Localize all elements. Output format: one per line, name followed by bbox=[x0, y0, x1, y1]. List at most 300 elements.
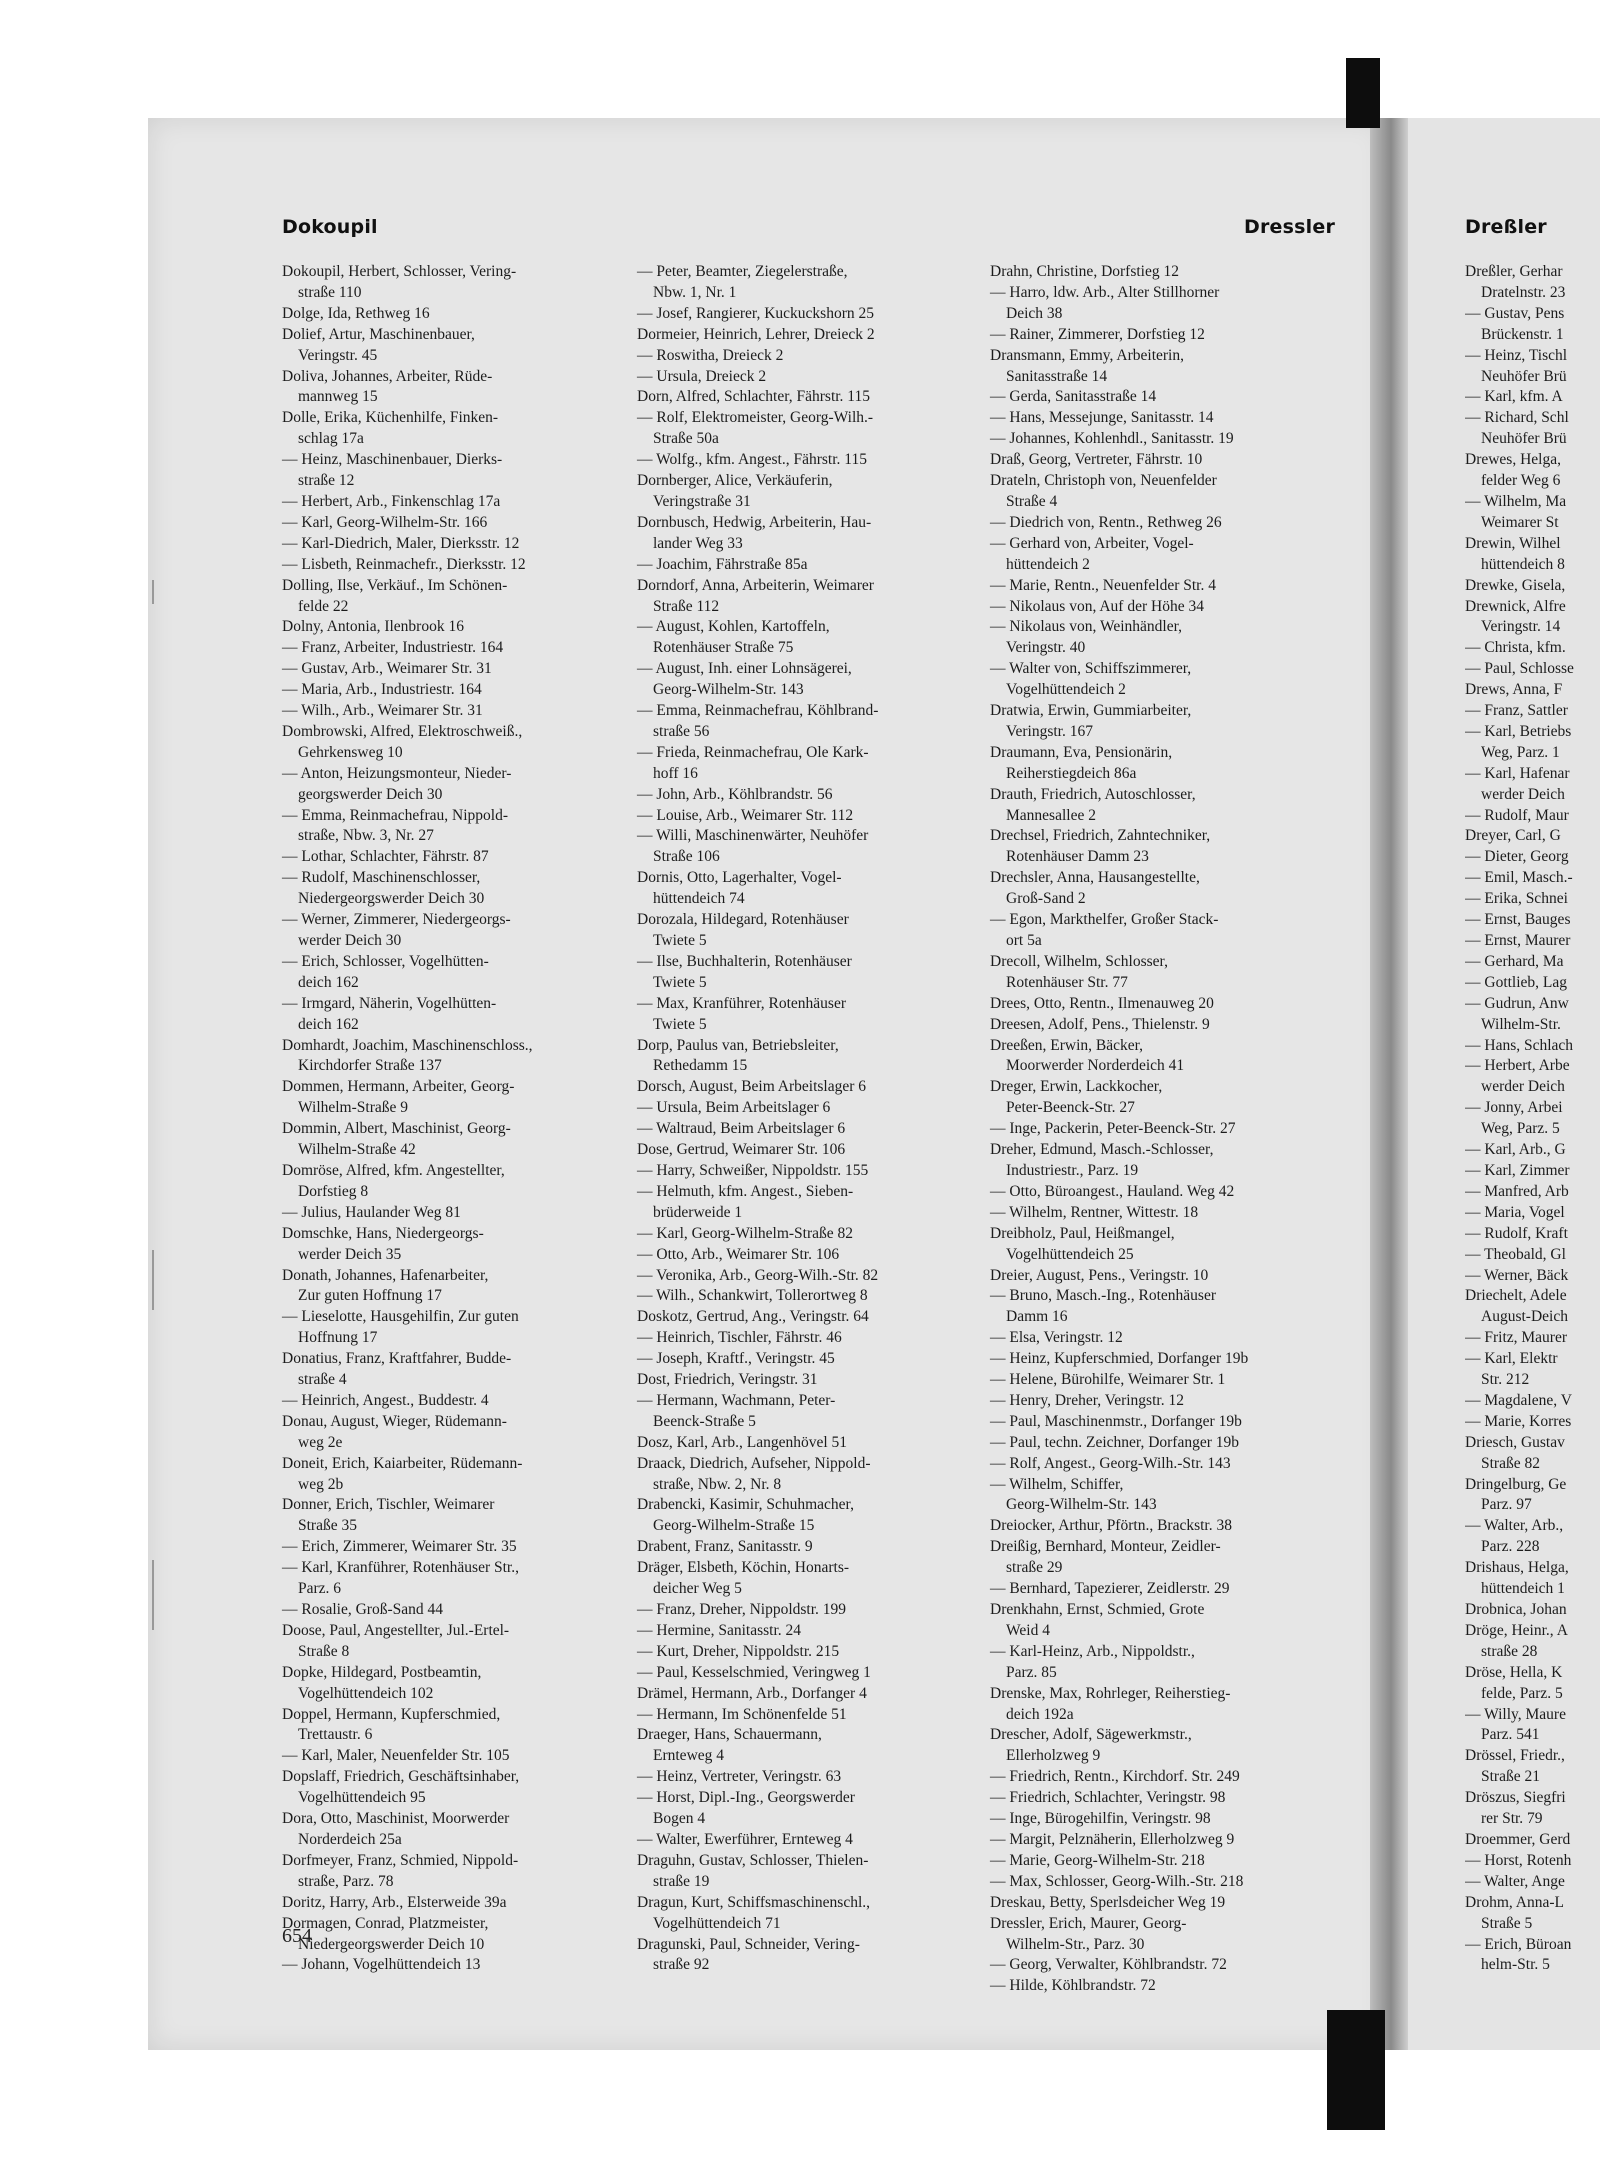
directory-entry-line: Drämel, Hermann, Arb., Dorfanger 4 bbox=[637, 1684, 867, 1702]
directory-entry-line: deich 162 bbox=[298, 973, 359, 991]
directory-entry-line: — Manfred, Arb bbox=[1465, 1182, 1569, 1200]
directory-entry-line: Domröse, Alfred, kfm. Angestellter, bbox=[282, 1161, 505, 1179]
directory-entry-line: — Karl, Betriebs bbox=[1465, 722, 1572, 740]
directory-entry-line: Hoffnung 17 bbox=[298, 1329, 378, 1347]
directory-entry-line: straße 56 bbox=[653, 722, 710, 740]
directory-entry-line: hüttendeich 1 bbox=[1481, 1580, 1565, 1598]
directory-entry-line: Parz. 97 bbox=[1481, 1496, 1532, 1514]
directory-entry-line: — Horst, Rotenh bbox=[1465, 1851, 1572, 1869]
directory-entry-line: — Karl, Zimmer bbox=[1465, 1161, 1570, 1179]
directory-entry-line: weg 2e bbox=[298, 1433, 343, 1451]
directory-entry-line: Straße 35 bbox=[298, 1517, 357, 1535]
directory-entry-line: — Karl, Georg-Wilhelm-Str. 166 bbox=[282, 513, 488, 531]
directory-entry-line: deicher Weg 5 bbox=[653, 1580, 742, 1598]
directory-entry-line: Neuhöfer Brü bbox=[1481, 430, 1567, 448]
directory-entry-line: — Helmuth, kfm. Angest., Sieben- bbox=[637, 1182, 854, 1200]
directory-entry-line: georgswerder Deich 30 bbox=[298, 785, 443, 803]
directory-entry-line: Straße 5 bbox=[1481, 1914, 1533, 1932]
directory-entry-line: — Johannes, Kohlenhdl., Sanitasstr. 19 bbox=[990, 430, 1234, 448]
directory-entry-line: Reiherstiegdeich 86a bbox=[1006, 764, 1137, 782]
directory-entry-line: — Marie, Rentn., Neuenfelder Str. 4 bbox=[990, 576, 1216, 594]
directory-entry-line: — Maria, Vogel bbox=[1465, 1203, 1565, 1221]
directory-entry-line: — Bernhard, Tapezierer, Zeidlerstr. 29 bbox=[990, 1580, 1230, 1598]
directory-entry-line: — Georg, Verwalter, Köhlbrandstr. 72 bbox=[990, 1956, 1227, 1974]
directory-entry-line: Nbw. 1, Nr. 1 bbox=[653, 283, 737, 301]
directory-entry-line: Dorndorf, Anna, Arbeiterin, Weimarer bbox=[637, 576, 874, 594]
directory-entry-line: — Rosalie, Groß-Sand 44 bbox=[282, 1601, 444, 1618]
directory-entry-line: Drewnick, Alfre bbox=[1465, 597, 1566, 615]
directory-entry-line: Dolge, Ida, Rethweg 16 bbox=[282, 304, 430, 322]
directory-entry-line: Vogelhüttendeich 102 bbox=[298, 1684, 434, 1702]
running-header-left: Dokoupil bbox=[282, 216, 378, 238]
directory-entry-line: — Rolf, Angest., Georg-Wilh.-Str. 143 bbox=[990, 1454, 1231, 1472]
directory-entry-line: Dorfmeyer, Franz, Schmied, Nippold- bbox=[282, 1851, 519, 1869]
directory-entry-line: Dreiocker, Arthur, Pförtn., Brackstr. 38 bbox=[990, 1517, 1232, 1535]
margin-mark bbox=[152, 1250, 154, 1310]
directory-entry-line: Dratelnstr. 23 bbox=[1481, 283, 1566, 301]
directory-entry-line: hüttendeich 74 bbox=[653, 890, 745, 908]
directory-entry-line: Dolling, Ilse, Verkäuf., Im Schönen- bbox=[282, 576, 508, 594]
directory-entry-line: Weg, Parz. 1 bbox=[1481, 743, 1560, 761]
directory-entry-line: Donatius, Franz, Kraftfahrer, Budde- bbox=[282, 1350, 512, 1368]
directory-entry-line: Twiete 5 bbox=[653, 1015, 707, 1033]
directory-entry-line: Parz. 85 bbox=[1006, 1663, 1057, 1681]
directory-entry-line: Straße 4 bbox=[1006, 492, 1058, 510]
directory-entry-line: straße, Nbw. 3, Nr. 27 bbox=[298, 827, 434, 845]
directory-entry-line: Dombrowski, Alfred, Elektroschweiß., bbox=[282, 722, 523, 740]
directory-entry-line: — Karl, Arb., G bbox=[1465, 1141, 1566, 1159]
directory-entry-line: Doritz, Harry, Arb., Elsterweide 39a bbox=[282, 1893, 507, 1911]
directory-entry-line: deich 192a bbox=[1006, 1705, 1074, 1723]
directory-entry-line: Groß-Sand 2 bbox=[1006, 890, 1086, 908]
directory-entry-line: Drauth, Friedrich, Autoschlosser, bbox=[990, 785, 1196, 803]
directory-entry-line: — Marie, Georg-Wilhelm-Str. 218 bbox=[990, 1851, 1205, 1869]
directory-entry-line: Vogelhüttendeich 71 bbox=[653, 1914, 781, 1932]
directory-entry-line: — Karl, Kranführer, Rotenhäuser Str., bbox=[282, 1559, 519, 1577]
directory-entry-line: — Franz, Arbeiter, Industriestr. 164 bbox=[282, 639, 504, 657]
directory-entry-line: — Walter, Ange bbox=[1465, 1872, 1565, 1890]
directory-entry-line: — Karl, kfm. A bbox=[1465, 388, 1563, 406]
directory-entry-line: Dressler, Erich, Maurer, Georg- bbox=[990, 1914, 1187, 1932]
directory-entry-line: Doppel, Hermann, Kupferschmied, bbox=[282, 1705, 501, 1723]
directory-entry-line: Dolny, Antonia, Ilenbrook 16 bbox=[282, 618, 464, 636]
directory-entry-line: Driesch, Gustav bbox=[1465, 1433, 1565, 1451]
directory-entry-line: Dreher, Edmund, Masch.-Schlosser, bbox=[990, 1141, 1214, 1159]
directory-entry-line: Georg-Wilhelm-Str. 143 bbox=[653, 681, 804, 699]
directory-entry-line: Domhardt, Joachim, Maschinenschloss., bbox=[282, 1036, 533, 1054]
directory-entry-line: — Veronika, Arb., Georg-Wilh.-Str. 82 bbox=[637, 1266, 879, 1284]
directory-entry-line: Dora, Otto, Maschinist, Moorwerder bbox=[282, 1810, 510, 1828]
directory-entry-line: — Franz, Dreher, Nippoldstr. 199 bbox=[637, 1601, 847, 1618]
directory-entry-line: Dorn, Alfred, Schlachter, Fährstr. 115 bbox=[637, 388, 870, 406]
directory-entry-line: — Heinrich, Angest., Buddestr. 4 bbox=[282, 1391, 489, 1409]
directory-entry-line: Drescher, Adolf, Sägewerkmstr., bbox=[990, 1726, 1192, 1744]
margin-mark bbox=[152, 580, 154, 604]
directory-entry-line: Dommin, Albert, Maschinist, Georg- bbox=[282, 1120, 511, 1138]
directory-entry-line: Ellerholzweg 9 bbox=[1006, 1747, 1101, 1765]
directory-entry-line: — Karl, Georg-Wilhelm-Straße 82 bbox=[637, 1224, 854, 1242]
directory-entry-line: Twiete 5 bbox=[653, 932, 707, 949]
directory-entry-line: Veringstr. 167 bbox=[1006, 722, 1093, 740]
directory-entry-line: Drössel, Friedr., bbox=[1465, 1747, 1565, 1765]
directory-entry-line: Drechsler, Anna, Hausangestellte, bbox=[990, 869, 1200, 887]
directory-entry-line: — Gustav, Pens bbox=[1465, 304, 1565, 322]
page-number: 654 bbox=[282, 1925, 312, 1947]
directory-entry-line: Donner, Erich, Tischler, Weimarer bbox=[282, 1496, 495, 1514]
directory-entry-line: — Richard, Schl bbox=[1465, 409, 1569, 427]
directory-entry-line: Dreißig, Bernhard, Monteur, Zeidler- bbox=[990, 1538, 1221, 1556]
directory-entry-line: Drahn, Christine, Dorfstieg 12 bbox=[990, 263, 1179, 280]
directory-entry-line: — Gerda, Sanitasstraße 14 bbox=[990, 388, 1157, 406]
directory-entry-line: — Ernst, Maurer bbox=[1465, 932, 1571, 949]
directory-entry-line: Doneit, Erich, Kaiarbeiter, Rüdemann- bbox=[282, 1454, 523, 1472]
directory-entry-line: Drenkhahn, Ernst, Schmied, Grote bbox=[990, 1601, 1205, 1618]
directory-entry-line: — Frieda, Reinmachefrau, Ole Kark- bbox=[637, 743, 869, 761]
directory-entry-line: — Walter, Arb., bbox=[1465, 1517, 1564, 1535]
directory-entry-line: — Karl, Maler, Neuenfelder Str. 105 bbox=[282, 1747, 510, 1765]
directory-entry-line: Dröge, Heinr., A bbox=[1465, 1621, 1568, 1639]
directory-entry-line: — Ernst, Bauges bbox=[1465, 911, 1571, 929]
directory-entry-line: Rotenhäuser Straße 75 bbox=[653, 639, 794, 657]
directory-entry-line: — Egon, Markthelfer, Großer Stack- bbox=[990, 911, 1219, 929]
directory-entry-line: — Otto, Arb., Weimarer Str. 106 bbox=[637, 1245, 840, 1263]
directory-entry-line: Dreger, Erwin, Lackkocher, bbox=[990, 1078, 1163, 1096]
directory-entry-line: — Paul, techn. Zeichner, Dorfanger 19b bbox=[990, 1433, 1240, 1451]
directory-entry-line: hüttendeich 8 bbox=[1481, 555, 1565, 573]
directory-entry-line: Peter-Beenck-Str. 27 bbox=[1006, 1099, 1135, 1117]
directory-entry-line: — Emil, Masch.- bbox=[1465, 869, 1573, 887]
directory-entry-line: Dorp, Paulus van, Betriebsleiter, bbox=[637, 1036, 839, 1054]
directory-entry-line: Wilhelm-Str. bbox=[1481, 1015, 1561, 1033]
directory-column-1 bbox=[282, 262, 624, 1976]
directory-entry-line: — Max, Schlosser, Georg-Wilh.-Str. 218 bbox=[990, 1872, 1244, 1890]
directory-entry-line: — Gudrun, Anw bbox=[1465, 994, 1569, 1012]
directory-entry-line: Georg-Wilhelm-Straße 15 bbox=[653, 1517, 815, 1535]
directory-entry-line: straße, Parz. 78 bbox=[298, 1872, 394, 1890]
directory-entry-line: straße 28 bbox=[1481, 1642, 1538, 1660]
directory-entry-line: — Max, Kranführer, Rotenhäuser bbox=[637, 994, 846, 1012]
directory-entry-line: — Rolf, Elektromeister, Georg-Wilh.- bbox=[637, 409, 874, 427]
directory-entry-line: hüttendeich 2 bbox=[1006, 555, 1090, 573]
directory-entry-line: — Ursula, Dreieck 2 bbox=[637, 367, 767, 385]
directory-entry-line: Dormeier, Heinrich, Lehrer, Dreieck 2 bbox=[637, 325, 875, 343]
directory-column-2 bbox=[637, 262, 967, 1976]
directory-entry-line: Twiete 5 bbox=[653, 973, 707, 991]
directory-entry-line: — Gustav, Arb., Weimarer Str. 31 bbox=[282, 660, 492, 678]
directory-entry-line: Industriestr., Parz. 19 bbox=[1006, 1161, 1139, 1179]
directory-entry-line: — Magdalene, V bbox=[1465, 1391, 1572, 1409]
directory-entry-line: — Julius, Haulander Weg 81 bbox=[282, 1203, 461, 1221]
directory-entry-line: Dratwia, Erwin, Gummiarbeiter, bbox=[990, 702, 1192, 720]
directory-entry-line: — Wilhelm, Schiffer, bbox=[990, 1475, 1124, 1493]
directory-entry-line: Dragunski, Paul, Schneider, Vering- bbox=[637, 1935, 860, 1953]
running-header-next-page: Dreßler bbox=[1465, 216, 1547, 238]
directory-entry-line: Dragun, Kurt, Schiffsmaschinenschl., bbox=[637, 1893, 871, 1911]
directory-entry-line: Wilhelm-Straße 42 bbox=[298, 1141, 416, 1159]
directory-entry-line: — Bruno, Masch.-Ing., Rotenhäuser bbox=[990, 1287, 1216, 1305]
directory-entry-line: Dose, Gertrud, Weimarer Str. 106 bbox=[637, 1141, 846, 1159]
directory-entry-line: — Herbert, Arb., Finkenschlag 17a bbox=[282, 492, 501, 510]
directory-entry-line: felde, Parz. 5 bbox=[1481, 1684, 1563, 1702]
directory-entry-line: Veringstr. 45 bbox=[298, 346, 378, 364]
directory-entry-line: — Paul, Schlosse bbox=[1465, 660, 1574, 678]
directory-entry-line: Dolle, Erika, Küchenhilfe, Finken- bbox=[282, 409, 499, 427]
directory-entry-line: Niedergeorgswerder Deich 30 bbox=[298, 890, 485, 908]
directory-entry-line: — Waltraud, Beim Arbeitslager 6 bbox=[637, 1120, 846, 1138]
directory-entry-line: straße 12 bbox=[298, 472, 355, 490]
directory-entry-line: Drewes, Helga, bbox=[1465, 451, 1561, 469]
directory-entry-line: Ernteweg 4 bbox=[653, 1747, 725, 1765]
directory-entry-line: — Heinz, Kupferschmied, Dorfanger 19b bbox=[990, 1350, 1249, 1368]
directory-entry-line: — Friedrich, Schlachter, Veringstr. 98 bbox=[990, 1789, 1226, 1807]
directory-entry-line: Drews, Anna, F bbox=[1465, 681, 1563, 699]
directory-entry-line: Straße 112 bbox=[653, 597, 720, 615]
directory-entry-line: — Johann, Vogelhüttendeich 13 bbox=[282, 1956, 481, 1974]
directory-entry-line: Sanitasstraße 14 bbox=[1006, 367, 1108, 385]
directory-entry-line: — Irmgard, Näherin, Vogelhütten- bbox=[282, 994, 497, 1012]
directory-entry-line: — Otto, Büroangest., Hauland. Weg 42 bbox=[990, 1182, 1235, 1200]
directory-entry-line: Dorozala, Hildegard, Rotenhäuser bbox=[637, 911, 849, 929]
directory-entry-line: Dräger, Elsbeth, Köchin, Honarts- bbox=[637, 1559, 850, 1577]
directory-entry-line: — Emma, Reinmachefrau, Nippold- bbox=[282, 806, 508, 824]
directory-entry-line: Niedergeorgswerder Deich 10 bbox=[298, 1935, 485, 1953]
directory-entry-line: straße 19 bbox=[653, 1872, 710, 1890]
directory-entry-line: Draß, Georg, Vertreter, Fährstr. 10 bbox=[990, 451, 1203, 469]
directory-entry-line: Drishaus, Helga, bbox=[1465, 1559, 1569, 1577]
directory-entry-line: — Franz, Sattler bbox=[1465, 702, 1568, 720]
directory-entry-line: — Helene, Bürohilfe, Weimarer Str. 1 bbox=[990, 1371, 1226, 1389]
directory-entry-line: Vogelhüttendeich 2 bbox=[1006, 681, 1126, 699]
directory-entry-line: ort 5a bbox=[1006, 932, 1042, 949]
directory-entry-line: Draeger, Hans, Schauermann, bbox=[637, 1726, 822, 1744]
directory-entry-line: Drees, Otto, Rentn., Ilmenauweg 20 bbox=[990, 994, 1214, 1012]
directory-entry-line: — Inge, Packerin, Peter-Beenck-Str. 27 bbox=[990, 1120, 1236, 1138]
directory-entry-line: — Wilh., Schankwirt, Tollerortweg 8 bbox=[637, 1287, 868, 1305]
directory-entry-line: — Werner, Zimmerer, Niedergeorgs- bbox=[282, 911, 511, 929]
directory-entry-line: — Erika, Schnei bbox=[1465, 890, 1568, 908]
directory-entry-line: — Joachim, Fährstraße 85a bbox=[637, 555, 808, 573]
directory-entry-line: Veringstr. 40 bbox=[1006, 639, 1086, 657]
directory-entry-line: weg 2b bbox=[298, 1475, 344, 1493]
directory-entry-line: August-Deich bbox=[1481, 1308, 1568, 1326]
directory-entry-line: — Harry, Schweißer, Nippoldstr. 155 bbox=[637, 1161, 869, 1179]
directory-entry-line: Dreibholz, Paul, Heißmangel, bbox=[990, 1224, 1175, 1242]
directory-entry-line: Dommen, Hermann, Arbeiter, Georg- bbox=[282, 1078, 515, 1096]
directory-entry-line: Str. 212 bbox=[1481, 1371, 1530, 1389]
directory-entry-line: — Peter, Beamter, Ziegelerstraße, bbox=[637, 263, 848, 280]
directory-entry-line: — Gottlieb, Lag bbox=[1465, 973, 1568, 991]
directory-entry-line: — Karl-Heinz, Arb., Nippoldstr., bbox=[990, 1642, 1195, 1660]
directory-entry-line: Rotenhäuser Damm 23 bbox=[1006, 848, 1149, 866]
directory-entry-line: — Rudolf, Maur bbox=[1465, 806, 1569, 824]
directory-entry-line: — Theobald, Gl bbox=[1465, 1245, 1566, 1263]
directory-entry-line: — Karl, Hafenar bbox=[1465, 764, 1570, 782]
directory-entry-line: Dormagen, Conrad, Platzmeister, bbox=[282, 1914, 489, 1932]
directory-entry-line: — Erich, Büroan bbox=[1465, 1935, 1572, 1953]
directory-entry-line: — Margit, Pelznäherin, Ellerholzweg 9 bbox=[990, 1830, 1235, 1848]
scan-border-top bbox=[1346, 58, 1380, 128]
directory-entry-line: Moorwerder Norderdeich 41 bbox=[1006, 1057, 1185, 1075]
directory-entry-line: Dopslaff, Friedrich, Geschäftsinhaber, bbox=[282, 1768, 520, 1786]
directory-entry-line: — Hans, Messejunge, Sanitasstr. 14 bbox=[990, 409, 1214, 427]
directory-entry-line: — Karl-Diedrich, Maler, Dierksstr. 12 bbox=[282, 534, 520, 552]
directory-entry-line: deich 162 bbox=[298, 1015, 359, 1033]
directory-entry-line: felder Weg 6 bbox=[1481, 472, 1561, 490]
directory-entry-line: Drechsel, Friedrich, Zahntechniker, bbox=[990, 827, 1211, 845]
directory-entry-line: — Marie, Korres bbox=[1465, 1412, 1572, 1430]
directory-entry-line: Parz. 541 bbox=[1481, 1726, 1540, 1744]
directory-entry-line: — Josef, Rangierer, Kuckuckshorn 25 bbox=[637, 304, 874, 322]
directory-entry-line: — Rudolf, Kraft bbox=[1465, 1224, 1568, 1242]
directory-entry-line: Beenck-Straße 5 bbox=[653, 1412, 756, 1430]
directory-entry-line: Drewin, Wilhel bbox=[1465, 534, 1561, 552]
directory-entry-line: Gehrkensweg 10 bbox=[298, 743, 403, 761]
directory-entry-line: werder Deich bbox=[1481, 785, 1565, 803]
directory-entry-line: Domschke, Hans, Niedergeorgs- bbox=[282, 1224, 484, 1242]
directory-entry-line: rer Str. 79 bbox=[1481, 1810, 1543, 1828]
directory-entry-line: — Christa, kfm. bbox=[1465, 639, 1566, 657]
directory-entry-line: — Hans, Schlach bbox=[1465, 1036, 1574, 1054]
directory-entry-line: — Wilhelm, Ma bbox=[1465, 492, 1567, 510]
directory-entry-line: Doliva, Johannes, Arbeiter, Rüde- bbox=[282, 367, 493, 385]
scan-border-bottom bbox=[1327, 2010, 1385, 2130]
directory-entry-line: — Diedrich von, Rentn., Rethweg 26 bbox=[990, 513, 1222, 531]
directory-entry-line: Dreskau, Betty, Sperlsdeicher Weg 19 bbox=[990, 1893, 1226, 1911]
directory-entry-line: werder Deich 30 bbox=[298, 932, 402, 949]
directory-entry-line: Deich 38 bbox=[1006, 304, 1063, 322]
directory-entry-line: — Wolfg., kfm. Angest., Fährstr. 115 bbox=[637, 451, 867, 469]
directory-entry-line: — Heinz, Maschinenbauer, Dierks- bbox=[282, 451, 503, 469]
directory-entry-line: — Heinz, Vertreter, Veringstr. 63 bbox=[637, 1768, 842, 1786]
directory-entry-line: — Ursula, Beim Arbeitslager 6 bbox=[637, 1099, 831, 1117]
directory-entry-line: Drobnica, Johan bbox=[1465, 1601, 1567, 1618]
directory-entry-line: Norderdeich 25a bbox=[298, 1830, 402, 1848]
directory-entry-line: — Erich, Zimmerer, Weimarer Str. 35 bbox=[282, 1538, 517, 1556]
directory-entry-line: — Paul, Kesselschmied, Veringweg 1 bbox=[637, 1663, 871, 1681]
directory-entry-line: Droemmer, Gerd bbox=[1465, 1830, 1571, 1848]
directory-entry-line: schlag 17a bbox=[298, 430, 364, 448]
directory-entry-line: — Erich, Schlosser, Vogelhütten- bbox=[282, 952, 489, 970]
book-gutter bbox=[1370, 118, 1408, 2050]
directory-entry-line: Rethedamm 15 bbox=[653, 1057, 748, 1075]
directory-entry-line: Trettaustr. 6 bbox=[298, 1726, 373, 1744]
directory-entry-line: Weid 4 bbox=[1006, 1621, 1050, 1639]
directory-entry-line: Dornbusch, Hedwig, Arbeiterin, Hau- bbox=[637, 513, 872, 531]
directory-entry-line: Straße 21 bbox=[1481, 1768, 1540, 1786]
directory-entry-line: Drabent, Franz, Sanitasstr. 9 bbox=[637, 1538, 813, 1556]
directory-entry-line: Kirchdorfer Straße 137 bbox=[298, 1057, 442, 1075]
directory-entry-line: Dreesen, Adolf, Pens., Thielenstr. 9 bbox=[990, 1015, 1210, 1033]
directory-entry-line: — Heinrich, Tischler, Fährstr. 46 bbox=[637, 1329, 842, 1347]
directory-entry-line: — Louise, Arb., Weimarer Str. 112 bbox=[637, 806, 854, 824]
directory-entry-line: Dreßler, Gerhar bbox=[1465, 263, 1563, 280]
directory-entry-line: Dransmann, Emmy, Arbeiterin, bbox=[990, 346, 1184, 364]
directory-entry-line: Weg, Parz. 5 bbox=[1481, 1120, 1560, 1138]
directory-entry-line: — Emma, Reinmachefrau, Köhlbrand- bbox=[637, 702, 879, 720]
directory-entry-line: — Walter von, Schiffszimmerer, bbox=[990, 660, 1192, 678]
directory-entry-line: Vogelhüttendeich 95 bbox=[298, 1789, 426, 1807]
directory-entry-line: — Henry, Dreher, Veringstr. 12 bbox=[990, 1391, 1184, 1409]
directory-entry-line: Drewke, Gisela, bbox=[1465, 576, 1566, 594]
directory-entry-line: straße 4 bbox=[298, 1371, 347, 1389]
directory-entry-line: Dost, Friedrich, Veringstr. 31 bbox=[637, 1371, 818, 1389]
directory-entry-line: Dröszus, Siegfri bbox=[1465, 1789, 1566, 1807]
directory-entry-line: Drohm, Anna-L bbox=[1465, 1893, 1565, 1911]
directory-entry-line: straße 110 bbox=[298, 283, 362, 301]
directory-entry-line: — Herbert, Arbe bbox=[1465, 1057, 1570, 1075]
directory-entry-line: Dreier, August, Pens., Veringstr. 10 bbox=[990, 1266, 1209, 1284]
directory-entry-line: — John, Arb., Köhlbrandstr. 56 bbox=[637, 785, 833, 803]
directory-entry-line: Dreeßen, Erwin, Bäcker, bbox=[990, 1036, 1144, 1054]
directory-entry-line: — Roswitha, Dreieck 2 bbox=[637, 346, 784, 364]
directory-entry-line: Draack, Diedrich, Aufseher, Nippold- bbox=[637, 1454, 871, 1472]
directory-entry-line: — Nikolaus von, Auf der Höhe 34 bbox=[990, 597, 1204, 615]
directory-entry-line: helm-Str. 5 bbox=[1481, 1956, 1550, 1974]
directory-entry-line: Zur guten Hoffnung 17 bbox=[298, 1287, 442, 1305]
directory-entry-line: Drabencki, Kasimir, Schuhmacher, bbox=[637, 1496, 854, 1514]
directory-entry-line: Dornberger, Alice, Verkäuferin, bbox=[637, 472, 833, 490]
directory-entry-line: mannweg 15 bbox=[298, 388, 378, 406]
directory-entry-line: Dreyer, Carl, G bbox=[1465, 827, 1561, 845]
running-header-right: Dressler bbox=[1244, 216, 1336, 238]
directory-entry-line: straße 92 bbox=[653, 1956, 710, 1974]
directory-entry-line: Doose, Paul, Angestellter, Jul.-Ertel- bbox=[282, 1621, 510, 1639]
directory-entry-line: — Werner, Bäck bbox=[1465, 1266, 1569, 1284]
directory-entry-line: — Fritz, Maurer bbox=[1465, 1329, 1568, 1347]
directory-entry-line: Parz. 228 bbox=[1481, 1538, 1540, 1556]
directory-column-3 bbox=[990, 262, 1340, 1997]
directory-entry-line: — Lisbeth, Reinmachefr., Dierksstr. 12 bbox=[282, 555, 526, 573]
directory-entry-line: Drateln, Christoph von, Neuenfelder bbox=[990, 472, 1217, 490]
directory-entry-line: Dornis, Otto, Lagerhalter, Vogel- bbox=[637, 869, 842, 887]
directory-entry-line: — Hermine, Sanitasstr. 24 bbox=[637, 1621, 802, 1639]
directory-entry-line: — Karl, Elektr bbox=[1465, 1350, 1558, 1368]
directory-entry-line: werder Deich 35 bbox=[298, 1245, 402, 1263]
directory-entry-line: — Willy, Maure bbox=[1465, 1705, 1566, 1723]
directory-entry-line: felde 22 bbox=[298, 597, 349, 615]
directory-entry-line: Veringstraße 31 bbox=[653, 492, 751, 510]
directory-entry-line: — Maria, Arb., Industriestr. 164 bbox=[282, 681, 482, 699]
directory-entry-line: Straße 106 bbox=[653, 848, 720, 866]
directory-entry-line: Rotenhäuser Str. 77 bbox=[1006, 973, 1128, 991]
directory-entry-line: — Horst, Dipl.-Ing., Georgswerder bbox=[637, 1789, 855, 1807]
directory-entry-line: lander Weg 33 bbox=[653, 534, 743, 552]
directory-entry-line: — Gerhard von, Arbeiter, Vogel- bbox=[990, 534, 1194, 552]
directory-entry-line: Dolief, Artur, Maschinenbauer, bbox=[282, 325, 475, 343]
directory-entry-line: straße, Nbw. 2, Nr. 8 bbox=[653, 1475, 782, 1493]
directory-entry-line: — Joseph, Kraftf., Veringstr. 45 bbox=[637, 1350, 835, 1368]
directory-entry-line: Dokoupil, Herbert, Schlosser, Vering- bbox=[282, 263, 517, 280]
directory-entry-line: — August, Kohlen, Kartoffeln, bbox=[637, 618, 830, 636]
directory-entry-line: Parz. 6 bbox=[298, 1580, 342, 1598]
directory-entry-line: — Hermann, Im Schönenfelde 51 bbox=[637, 1705, 847, 1723]
directory-entry-line: — Harro, ldw. Arb., Alter Stillhorner bbox=[990, 283, 1220, 301]
directory-entry-line: Weimarer St bbox=[1481, 513, 1559, 531]
directory-entry-line: — August, Inh. einer Lohnsägerei, bbox=[637, 660, 852, 678]
directory-entry-line: Vogelhüttendeich 25 bbox=[1006, 1245, 1134, 1263]
directory-entry-line: Draumann, Eva, Pensionärin, bbox=[990, 743, 1173, 761]
directory-entry-line: — Wilhelm, Rentner, Wittestr. 18 bbox=[990, 1203, 1199, 1221]
directory-entry-line: — Rudolf, Maschinenschlosser, bbox=[282, 869, 481, 887]
directory-entry-line: Doskotz, Gertrud, Ang., Veringstr. 64 bbox=[637, 1308, 869, 1326]
directory-entry-line: Driechelt, Adele bbox=[1465, 1287, 1567, 1305]
directory-entry-line: straße 29 bbox=[1006, 1559, 1063, 1577]
directory-entry-line: — Wilh., Arb., Weimarer Str. 31 bbox=[282, 702, 483, 720]
directory-entry-line: Damm 16 bbox=[1006, 1308, 1068, 1326]
directory-entry-line: — Walter, Ewerführer, Ernteweg 4 bbox=[637, 1830, 853, 1848]
directory-entry-line: — Willi, Maschinenwärter, Neuhöfer bbox=[637, 827, 869, 845]
directory-entry-line: Straße 50a bbox=[653, 430, 719, 448]
